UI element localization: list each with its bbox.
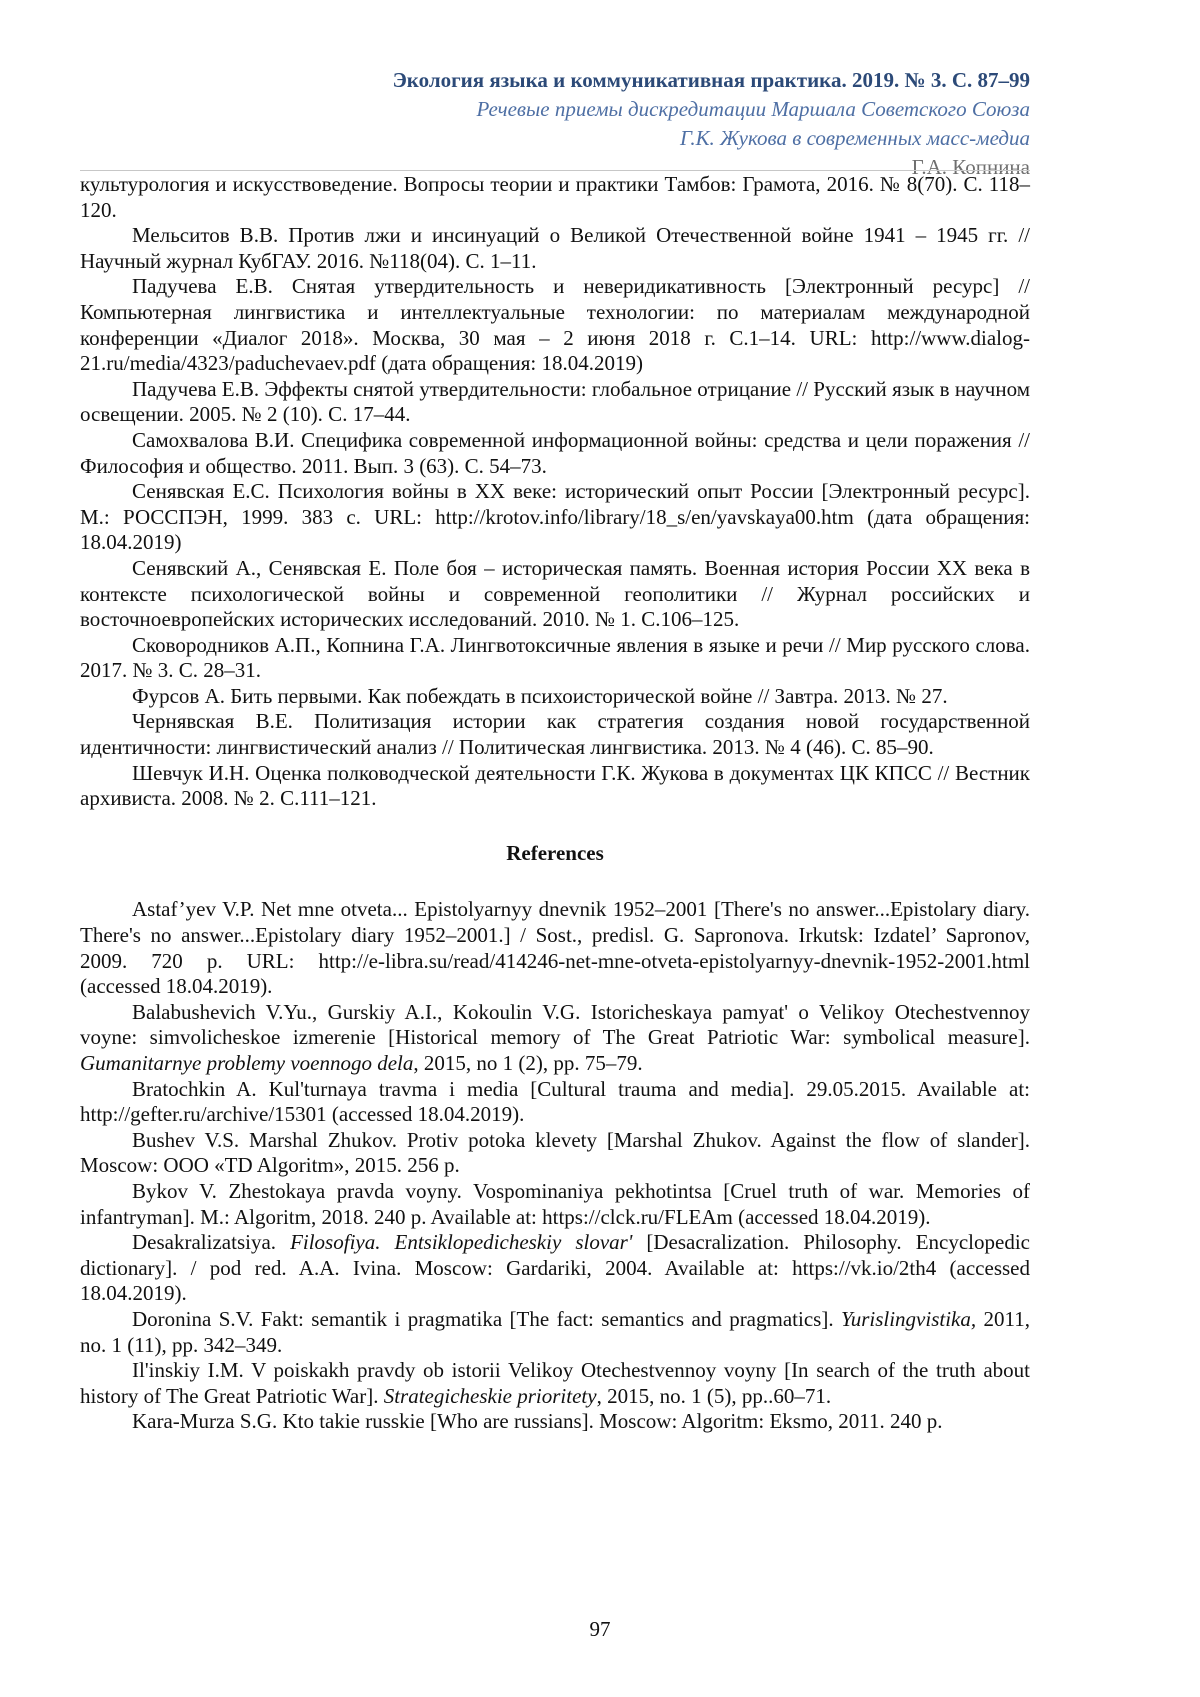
reference-item: Мельситов В.В. Против лжи и инсинуаций о Великой Отечественной войне 1941 – 1945 гг. // Научный журнал КубГАУ. 2016. №118(04). С. 1–11. (80, 223, 1030, 274)
reference-text: Bushev V.S. Marshal Zhukov. Protiv potoka klevety [Marshal Zhukov. Against the flow of slander]. Moscow: OOO «TD Algoritm», 2015. 256 p. (80, 1128, 1030, 1178)
reference-item (80, 1409, 1030, 1435)
reference-item (80, 1077, 1030, 1128)
reference-item (80, 1128, 1030, 1179)
reference-text-tail: , 2015, no. 1 (5), pp..60–71. (597, 1384, 832, 1408)
running-header (80, 66, 1030, 182)
reference-item: Сенявский А., Сенявская Е. Поле боя – историческая память. Военная история России XX века в контексте психологической войны и современной геополитики // Журнал российских и восточноевропейских исторических исследований. 2010. № 1. С.106–125. (80, 556, 1030, 633)
reference-item: Фурсов А. Бить первыми. Как побеждать в психоисторической войне // Завтра. 2013. № 27. (80, 684, 1030, 710)
reference-item: культурология и искусствоведение. Вопросы теории и практики Тамбов: Грамота, 2016. № 8(70). С. 118–120. (80, 172, 1030, 223)
reference-item: Самохвалова В.И. Специфика современной информационной войны: средства и цели поражения // Философия и общество. 2011. Вып. 3 (63). С. 54–73. (80, 428, 1030, 479)
header-divider (80, 170, 1030, 171)
references-heading: References (80, 841, 1030, 867)
reference-text: Astaf’yev V.P. Net mne otveta... Epistolyarnyy dnevnik 1952–2001 [There's no answer...Epistolary diary. There's no answer...Epistolary diary 1952–2001.] / Sost., predisl. G. Sapronova. Irkutsk: Izdatel’ Sapronov, 2009. 720 p. URL: http://e-libra.su/read/414246-net-mne-otveta-epistolyarnyy-dnevnik-1952-2001.html (accessed 18.04.2019). (80, 897, 1030, 998)
russian-reference-list (80, 172, 1030, 812)
reference-text: Balabushevich V.Yu., Gurskiy A.I., Kokoulin V.G. Istoricheskaya pamyat' o Velikoy Otechestvennoy voyne: simvolicheskoe izmerenie [Historical memory of The Great Patriotic War: symbolical measure]. (80, 1000, 1030, 1050)
reference-item (80, 1179, 1030, 1230)
reference-item: Чернявская В.Е. Политизация истории как стратегия создания новой государственной идентичности: лингвистический анализ // Политическая лингвистика. 2013. № 4 (46). С. 85–90. (80, 709, 1030, 760)
english-reference-list (80, 897, 1030, 1434)
article-title-line-1: Речевые приемы дискредитации Маршала Советского Союза (80, 95, 1030, 124)
reference-source-italic: Filosofiya. Entsiklopedicheskiy slovar' (290, 1230, 632, 1254)
reference-text: Desakralizatsiya. (132, 1230, 290, 1254)
reference-text: Bratochkin A. Kul'turnaya travma i media [Cultural trauma and media]. 29.05.2015. Available at: http://gefter.ru/archive/15301 (accessed 18.04.2019). (80, 1077, 1030, 1127)
article-title-line-2: Г.К. Жукова в современных масс-медиа (80, 124, 1030, 153)
reference-item (80, 897, 1030, 999)
article-author: Г.А. Копнина (80, 153, 1030, 182)
reference-text-tail: [Desacralization. Philosophy. Encyclopedic dictionary]. / pod red. A.A. Ivina. Moscow: Gardariki, 2004. Available at: https://vk.io/2th4 (accessed 18.04.2019). (80, 1230, 1030, 1305)
reference-source-italic: Gumanitarnye problemy voennogo dela (80, 1051, 413, 1075)
reference-item: Падучева Е.В. Снятая утвердительность и неверидикативность [Электронный ресурс] // Компьютерная лингвистика и интеллектуальные технологии: по материалам международной конференции «Диалог 2018». Москва, 30 мая – 2 июня 2018 г. С.1–14. URL: http://www.dialog-21.ru/media/4323/paduchevaev.pdf (дата обращения: 18.04.2019) (80, 274, 1030, 376)
reference-item (80, 1230, 1030, 1307)
reference-text: Bykov V. Zhestokaya pravda voyny. Vospominaniya pekhotintsa [Cruel truth of war. Memories of infantryman]. M.: Algoritm, 2018. 240 p. Available at: https://clck.ru/FLEAm (accessed 18.04.2019). (80, 1179, 1030, 1229)
reference-text: Kara-Murza S.G. Kto takie russkie [Who are russians]. Moscow: Algoritm: Eksmo, 2011. 240 p. (132, 1409, 943, 1433)
journal-citation: Экология языка и коммуникативная практика. 2019. № 3. С. 87–99 (80, 66, 1030, 95)
reference-item: Сенявская Е.С. Психология войны в XX веке: исторический опыт России [Электронный ресурс]. М.: РОССПЭН, 1999. 383 с. URL: http://krotov.info/library/18_s/en/yavskaya00.htm (дата обращения: 18.04.2019) (80, 479, 1030, 556)
reference-text-tail: 2011, no. 1 (11), pp. 342–349. (80, 1307, 1030, 1357)
reference-item: Падучева Е.В. Эффекты снятой утвердительности: глобальное отрицание // Русский язык в научном освещении. 2005. № 2 (10). С. 17–44. (80, 377, 1030, 428)
reference-text: Il'inskiy I.M. V poiskakh pravdy ob istorii Velikoy Otechestvennoy voyny [In search of the truth about history of The Great Patriotic War]. (80, 1358, 1030, 1408)
reference-text: Doronina S.V. Fakt: semantik i pragmatika [The fact: semantics and pragmatics]. (132, 1307, 841, 1331)
page-body (80, 172, 1030, 1435)
reference-source-italic: Strategicheskie prioritety (384, 1384, 597, 1408)
reference-item: Сковородников А.П., Копнина Г.А. Лингвотоксичные явления в языке и речи // Мир русского слова. 2017. № 3. С. 28–31. (80, 633, 1030, 684)
reference-item (80, 1358, 1030, 1409)
reference-item: Шевчук И.Н. Оценка полководческой деятельности Г.К. Жукова в документах ЦК КПСС // Вестник архивиста. 2008. № 2. С.111–121. (80, 761, 1030, 812)
reference-item (80, 1307, 1030, 1358)
page-number: 97 (0, 1617, 1200, 1642)
reference-item (80, 1000, 1030, 1077)
reference-text-tail: , 2015, no 1 (2), pp. 75–79. (413, 1051, 642, 1075)
reference-source-italic: Yurislingvistika, (841, 1307, 976, 1331)
